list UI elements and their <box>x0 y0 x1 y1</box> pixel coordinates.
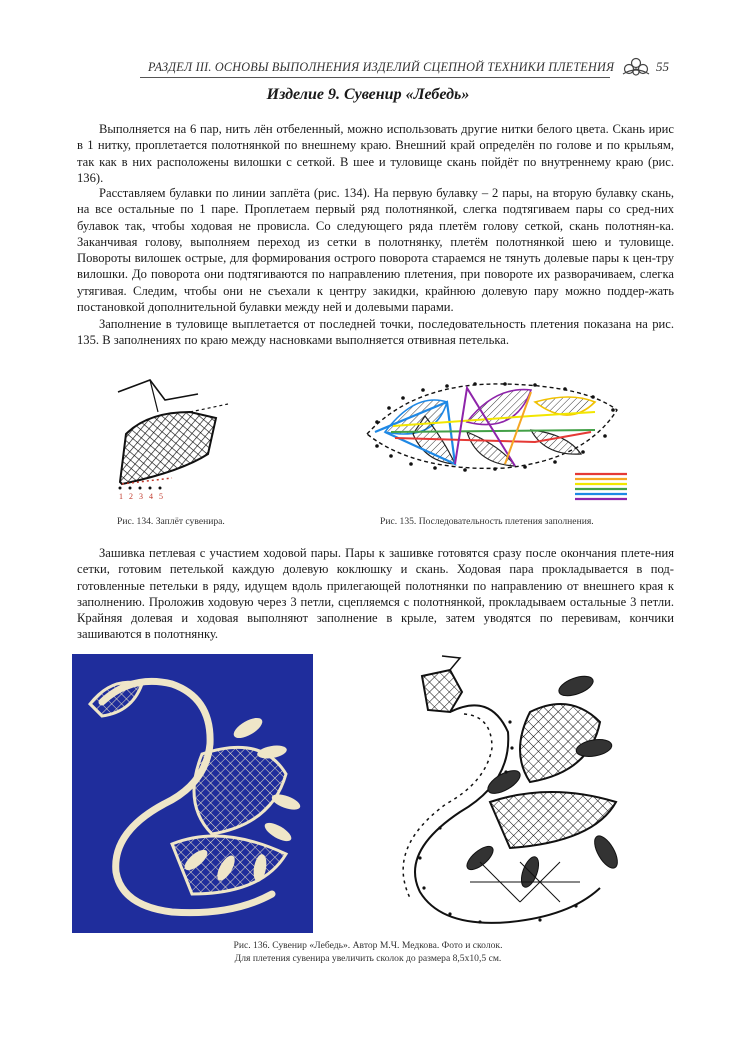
pin-number: 1 <box>119 492 123 501</box>
swan-pricking-diagram <box>380 652 630 937</box>
swan-lace-photo <box>72 654 313 933</box>
swan-lace-image <box>72 654 313 933</box>
paragraph-4: Зашивка петлевая с участием ходовой пары. Пары к зашивке готовятся сразу после окончания плете-ния сетки, готовим петелькой каждую долевую коклюшку и скань. Ходовая пара прокладывается в под-готовленные петельки в ряду, идущем вдоль прилегающей полотнянки по направлению от внешнего края к заполнению. Проложив ходовую через 3 петли, сцепляемся с полотнянкой, прокладываем остальные 3 петли. Крайняя долевая и ходовая выполняют заполнение в крыле, затем уводятся по перевивам, кончики зашиваются в полотнянку. <box>77 546 674 642</box>
figure-134-caption: Рис. 134. Заплёт сувенира. <box>117 516 225 527</box>
header-rule <box>140 77 610 78</box>
figure-135-caption: Рис. 135. Последовательность плетения заполнения. <box>380 516 594 527</box>
section-title: РАЗДЕЛ III. ОСНОВЫ ВЫПОЛНЕНИЯ ИЗДЕЛИЙ СЦЕПНОЙ ТЕХНИКИ ПЛЕТЕНИЯ <box>148 60 615 74</box>
pin-number: 4 <box>149 492 153 501</box>
figure-136-caption-line-1: Рис. 136. Сувенир «Лебедь». Автор М.Ч. Медкова. Фото и сколок. <box>233 940 503 951</box>
lace-ornament-icon <box>620 56 652 78</box>
figure-134-diagram <box>110 372 240 502</box>
page-number: 55 <box>656 59 669 74</box>
running-head <box>140 58 674 80</box>
figure-135-diagram <box>355 372 635 507</box>
paragraph-2: Расставляем булавки по линии заплёта (рис. 134). На первую булавку – 2 пары, на вторую булавку скань, на все остальные по 1 паре. Проплетаем первый ряд полотнянкой, слегка подтягиваем пары со сред-них булавок так, чтобы ходовая не провисла. Со следующего ряда плетём голову сеткой, скань полотнян-ка. Заканчивая голову, выполняем переход из сетки в полотнянку, плетём полотнянкой шею и туловище. Повороты вилошек острые, для формирования острого поворота стараемся не тянуть долевые пары к цен-тру вилошки. До поворота они подтягиваются по направлению плетения, при повороте их разворачиваем, слегка утягивая. Следим, чтобы они не съехали к центру закидки, крайнюю долевую пару можно поддер-жать постановкой дополнительной булавки между ней и долевыми парами. <box>77 186 674 315</box>
page-title: Изделие 9. Сувенир «Лебедь» <box>266 86 470 103</box>
figure-135-color-legend <box>575 474 627 499</box>
pin-number: 5 <box>159 492 163 501</box>
paragraph-3: Заполнение в туловище выплетается от последней точки, последовательность плетения показана на рис. 135. В заполнениях по краю между насновками выполняется отвивная петелька. <box>77 317 674 348</box>
paragraph-1: Выполняется на 6 пар, нить лён отбеленный, можно использовать другие нитки белого цвета. Скань ирис в 1 нитку, проплетается полотнянкой по внешнему краю. Внешний край определён по голове и по крыльям, так как в них расположены вилошки с сеткой. В шее и туловище скань пойдёт по внутреннему краю (рис. 136). <box>77 122 674 185</box>
pin-number: 3 <box>139 492 143 501</box>
pin-number: 2 <box>129 492 133 501</box>
figure-136-caption-line-2: Для плетения сувенира увеличить сколок до размера 8,5х10,5 см. <box>234 953 502 964</box>
